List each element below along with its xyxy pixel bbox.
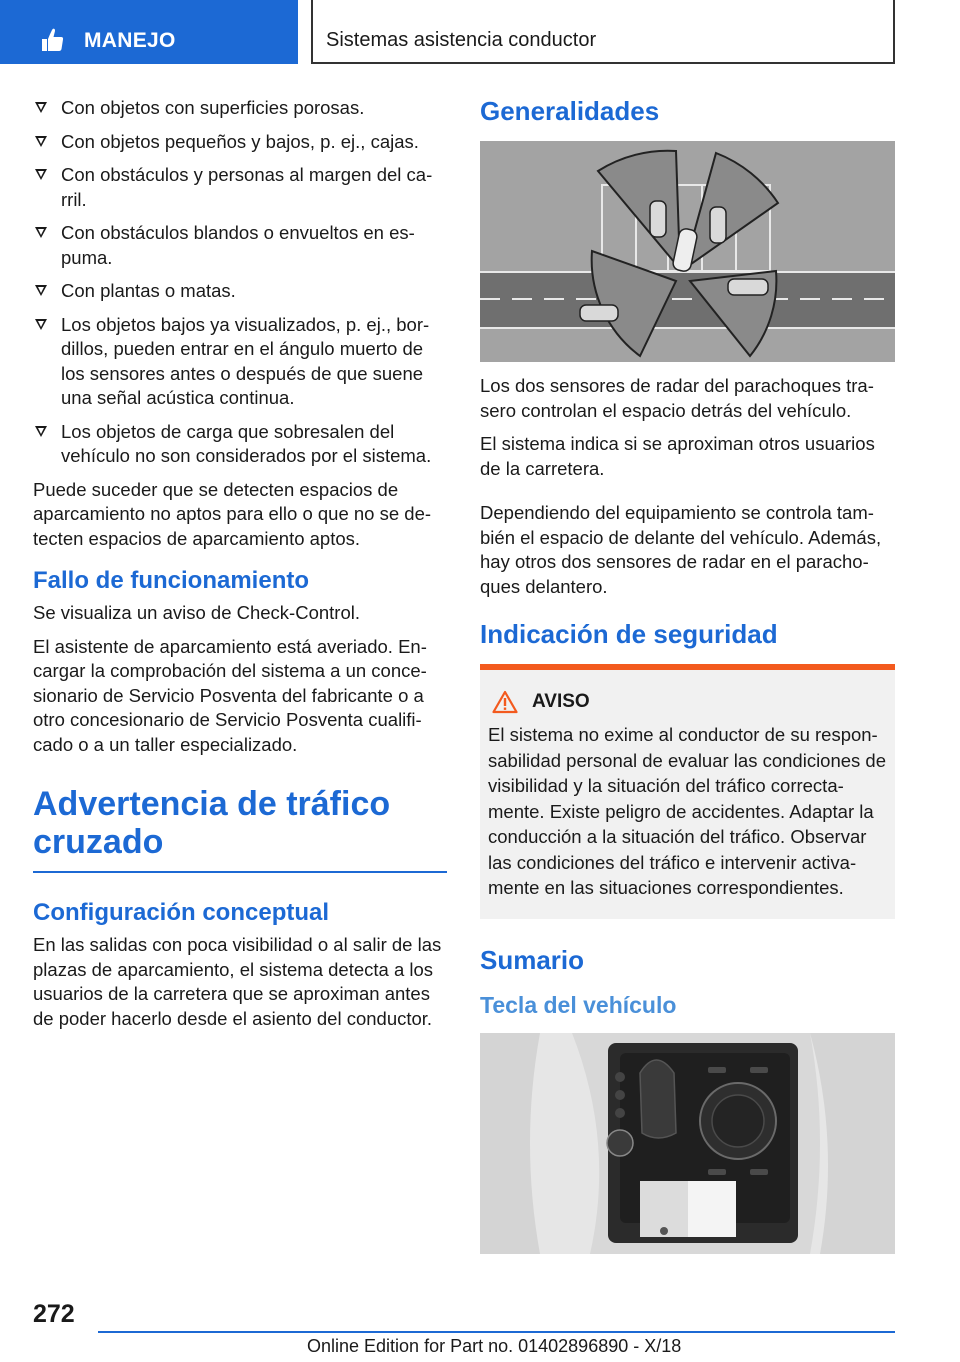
chapter-heading: Advertencia de tráfico cruzado — [33, 785, 447, 873]
radar-sensor-diagram — [480, 141, 895, 362]
bullet-triangle-icon — [35, 426, 47, 437]
center-console-illustration — [480, 1033, 895, 1254]
center-console-photo — [480, 1033, 895, 1254]
warning-box — [480, 664, 895, 919]
paragraph-front-sensors: Dependiendo del equipamiento se controla tam-bién el espacio de delante del vehículo. Además, hay otros dos sensores de radar en el paracho-ques delantero. — [480, 502, 882, 597]
bullet-triangle-icon — [35, 169, 47, 180]
heading-general: Generalidades — [480, 96, 660, 126]
bullet-triangle-icon — [35, 102, 47, 113]
footer-divider — [98, 1331, 895, 1333]
warning-header — [488, 690, 887, 714]
section-tab — [0, 0, 298, 64]
subheading-vehicle-button: Tecla del vehículo — [480, 991, 677, 1018]
paragraph-indicates: El sistema indica si se aproximan otros usuarios de la carretera. — [480, 433, 875, 479]
list-item: Con obstáculos y personas al margen del ca-rril. — [33, 163, 447, 212]
list-item: Con objetos con superficies porosas. — [33, 96, 447, 121]
page-title: Sistemas asistencia conductor — [326, 29, 597, 51]
list-item: Los objetos de carga que sobresalen del vehículo no son considerados por el sistema. — [33, 420, 447, 469]
heading-safety: Indicación de seguridad — [480, 619, 778, 649]
paragraph-rear-sensors: Los dos sensores de radar del parachoques tra-sero controlan el espacio detrás del vehículo. — [480, 375, 874, 421]
list-item: Con objetos pequeños y bajos, p. ej., cajas. — [33, 130, 447, 155]
paragraph-check-control: Se visualiza un aviso de Check-Control. — [33, 602, 360, 623]
footer-edition: Online Edition for Part no. 01402896890 - X/18 — [307, 1336, 682, 1356]
left-column — [33, 96, 447, 1040]
warning-title: AVISO — [532, 691, 590, 712]
section-label: MANEJO — [84, 29, 176, 52]
list-item: Con obstáculos blandos o envueltos en es-puma. — [33, 221, 447, 270]
page-number: 272 — [33, 1300, 75, 1328]
heading-concept: Configuración conceptual — [33, 899, 330, 926]
bullet-triangle-icon — [35, 285, 47, 296]
list-item: Los objetos bajos ya visualizados, p. ej., bor-dillos, pueden entrar en el ángulo muerto de los sensores antes o después de que suene una señal acústica continua. — [33, 313, 447, 411]
heading-summary: Sumario — [480, 944, 585, 975]
bullet-triangle-icon — [35, 319, 47, 330]
paragraph-malfunction-detail: El asistente de aparcamiento está averiado. En-cargar la comprobación del sistema a un conce-sionario de Servicio Posventa del fabricante o a otro concesionario de Servicio Posventa cualifi-cado o a un taller especializado. — [33, 635, 427, 755]
radar-diagram-illustration — [480, 141, 895, 362]
paragraph-parking-detection: Puede suceder que se detecten espacios de aparcamiento no aptos para ello o que no se de-tecten espacios de aparcamiento aptos. — [33, 478, 432, 549]
list-item: Con plantas o matas. — [33, 279, 447, 304]
bullet-triangle-icon — [35, 136, 47, 147]
heading-malfunction: Fallo de funcionamiento — [33, 567, 310, 594]
warning-text: El sistema no exime al conductor de su respon-sabilidad personal de evaluar las condiciones de visibilidad y la situación del tráfico correcta-mente. Existe peligro de accidentes. Adaptar la conducción a la situación del tráfico. Observar las condiciones del tráfico e intervenir activa-mente en las situaciones correspondientes. — [488, 724, 887, 898]
right-column — [480, 96, 895, 1254]
paragraph-concept: En las salidas con poca visibilidad o al salir de las plazas de aparcamiento, el sistema detecta a los usuarios de la carretera que se aproximan antes de poder hacerlo desde el asiento del conductor. — [33, 934, 442, 1029]
warning-triangle-icon — [492, 690, 518, 714]
steering-hand-icon — [38, 25, 66, 53]
bullet-triangle-icon — [35, 227, 47, 238]
